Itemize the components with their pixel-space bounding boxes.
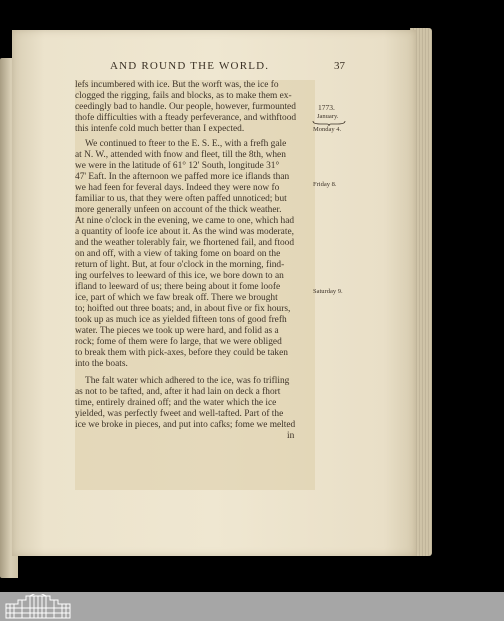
text-line: clogged the rigging, fails and blocks, as to make them ex- <box>75 91 292 101</box>
text-line: at N. W., attended with fnow and fleet, till the 8th, when <box>75 150 286 160</box>
text-line: we had feen for feveral days. Indeed they were now fo <box>75 183 280 193</box>
library-building-icon <box>4 594 72 620</box>
text-line: ice we broke in pieces, and put into cafks; fome we melted <box>75 420 296 430</box>
margin-year: 1773. <box>318 103 335 112</box>
text-line: and the weather tolerably fair, we fhortened fail, and ftood <box>75 238 295 248</box>
text-line: thofe difficulties with a fteady perfeverance, and withftood <box>75 113 297 123</box>
text-line: to break them with pick-axes, before they could be taken <box>75 348 288 358</box>
text-line: yielded, was perfectly fweet and well-tafted. Part of the <box>75 409 284 419</box>
text-line: return of light. But, at four o'clock in the morning, find- <box>75 260 285 270</box>
text-line: We continued to fteer to the E. S. E., with a frefh gale <box>85 139 287 149</box>
running-head: AND ROUND THE WORLD. <box>110 60 270 72</box>
text-line: time, entirely drained off; and the water which the ice <box>75 398 277 408</box>
text-line: ing ourfelves to leeward of this ice, we bore down to an <box>75 271 284 281</box>
text-line: as not to be tafted, and, after it had lain on deck a fhort <box>75 387 281 397</box>
text-line: The falt water which adhered to the ice, was fo trifling <box>85 376 290 386</box>
text-line: 47' Eaft. In the afternoon we paffed more ice iflands than <box>75 172 290 182</box>
body-text <box>75 80 315 490</box>
text-line: At nine o'clock in the evening, we came to one, which had <box>75 216 295 226</box>
text-line: rock; fome of them were fo large, that we were obliged <box>75 337 282 347</box>
text-line: ceedingly bad to handle. Our people, however, furmounted <box>75 102 296 112</box>
text-line: water. The pieces we took up were hard, and folid as a <box>75 326 279 336</box>
text-line: a quantity of loofe ice about it. As the wind was moderate, <box>75 227 294 237</box>
page-number: 37 <box>334 60 345 72</box>
text-line: lefs incumbered with ice. But the worft was, the ice fo <box>75 80 279 90</box>
text-line: this intenfe cold much better than I expected. <box>75 124 245 134</box>
margin-date-friday: Friday 8. <box>313 181 337 188</box>
text-line: to; hoifted out three boats; and, in about five or fix hours, <box>75 304 291 314</box>
margin-date-saturday: Saturday 9. <box>313 288 343 295</box>
text-line: familiar to us, that they were often paffed unnoticed; but <box>75 194 287 204</box>
text-line: more generally unfeen on account of the thick weather. <box>75 205 282 215</box>
text-line: on and off, with a view of taking fome on board on the <box>75 249 281 259</box>
catchword: in <box>287 431 295 441</box>
text-line: we were in the latitude of 61° 12' South, longitude 31° <box>75 161 280 171</box>
margin-date-monday: Monday 4. <box>313 126 342 133</box>
text-line: ifland to leeward of us; there being about it fome loofe <box>75 282 281 292</box>
text-line: into the boats. <box>75 359 128 369</box>
text-line: ice, part of which we faw break off. There we brought <box>75 293 278 303</box>
margin-month: January. <box>317 113 339 120</box>
viewer-footer-bar <box>0 592 504 621</box>
text-line: took up as much ice as yielded fifteen tons of good frefh <box>75 315 287 325</box>
